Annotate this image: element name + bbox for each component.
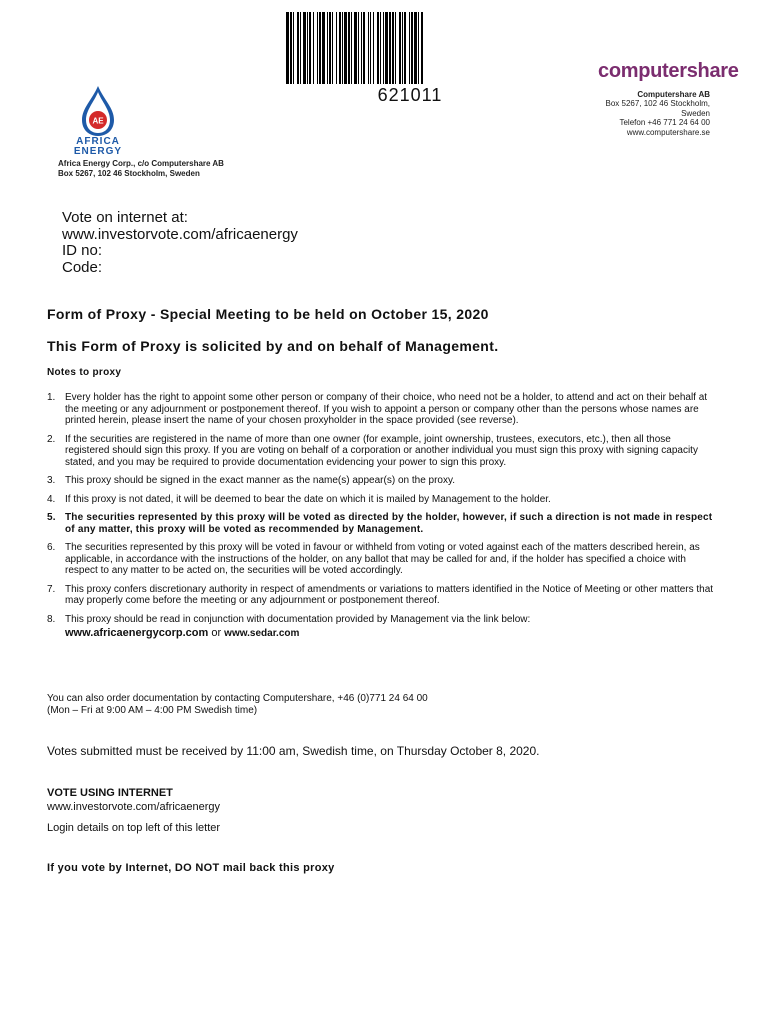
barcode xyxy=(284,12,528,84)
barcode-bar xyxy=(317,12,318,84)
barcode-bar xyxy=(332,12,333,84)
note-number: 8. xyxy=(47,613,56,625)
barcode-bar xyxy=(358,12,359,84)
note-number: 6. xyxy=(47,542,56,553)
vote-online-block xyxy=(62,210,298,276)
note-number: 7. xyxy=(47,583,56,595)
note-text: If the securities are registered in the name of more than one owner (for example, joint ownership, trustees, executors, etc.), then all those registered should sign this proxy. If you are voting on behalf of a corporation or another individual you must sign this proxy with signing capacity stated, and you may be required to provide documentation evidencing your power to sign this proxy. xyxy=(65,433,698,468)
barcode-bar xyxy=(293,12,294,84)
note-text: The securities represented by this proxy will be voted as directed by the holder, however, if such a direction is not made in respect of any matter, this proxy will be voted as recommended by Management. xyxy=(65,512,713,535)
barcode-bar xyxy=(421,12,423,84)
computershare-address-line: Telefon +46 771 24 64 00 xyxy=(619,118,710,128)
africaenergy-link[interactable]: www.africaenergycorp.com xyxy=(65,627,209,639)
barcode-bar xyxy=(342,12,343,84)
form-title: Form of Proxy - Special Meeting to be held on October 15, 2020 xyxy=(47,306,489,322)
note-text: This proxy confers discretionary authority in respect of amendments or variations to matters identified in the Notice of Meeting or other matters that may properly come before the meeting or any adjournment or postponement thereof. xyxy=(65,583,714,606)
barcode-bar xyxy=(354,12,357,84)
barcode-bar xyxy=(351,12,352,84)
barcode-bar xyxy=(313,12,314,84)
barcode-bar xyxy=(344,12,347,84)
barcode-bar xyxy=(402,12,403,84)
note-number: 5. xyxy=(47,512,56,523)
code-label: Code: xyxy=(62,258,103,276)
computershare-logo-text: computershare xyxy=(598,60,739,82)
login-details: Login details on top left of this letter xyxy=(47,822,221,834)
sedar-link[interactable]: www.sedar.com xyxy=(224,628,300,639)
note-item xyxy=(47,475,717,487)
barcode-bar xyxy=(348,12,350,84)
africa-energy-address xyxy=(58,159,224,178)
vote-internet-heading: VOTE USING INTERNET xyxy=(47,787,173,799)
logo-word-africa: AFRICA xyxy=(76,136,120,147)
barcode-bar xyxy=(385,12,388,84)
order-documentation-line: You can also order documentation by contacting Computershare, +46 (0)771 24 64 00 xyxy=(47,693,428,704)
barcode-bar xyxy=(297,12,299,84)
note-text: If this proxy is not dated, it will be deemed to bear the date on which it is mailed by Management to the holder. xyxy=(65,493,551,505)
computershare-address-line: Box 5267, 102 46 Stockholm, xyxy=(605,99,710,109)
note-number: 1. xyxy=(47,392,56,403)
barcode-bar xyxy=(327,12,328,84)
africa-energy-address-line: Box 5267, 102 46 Stockholm, Sweden xyxy=(58,168,200,178)
barcode-bar xyxy=(361,12,362,84)
note-item xyxy=(47,614,717,640)
order-documentation xyxy=(47,693,428,717)
computershare-address xyxy=(560,90,710,137)
barcode-bar xyxy=(300,12,301,84)
barcode-bar xyxy=(370,12,371,84)
notes-heading: Notes to proxy xyxy=(47,367,122,378)
computershare-address-line: www.computershare.se xyxy=(626,127,710,137)
computershare-address-line: Sweden xyxy=(681,108,710,118)
vote-deadline: Votes submitted must be received by 11:00 am, Swedish time, on Thursday October 8, 2020. xyxy=(47,744,540,758)
note-item xyxy=(47,512,717,535)
barcode-bar xyxy=(392,12,394,84)
barcode-bar xyxy=(414,12,417,84)
note-item xyxy=(47,392,717,427)
logo-word-energy: ENERGY xyxy=(73,146,123,156)
barcode-bar xyxy=(309,12,311,84)
barcode-bar xyxy=(404,12,406,84)
barcode-bar xyxy=(339,12,341,84)
barcode-bar xyxy=(319,12,321,84)
barcode-bar xyxy=(322,12,325,84)
vote-internet-section xyxy=(47,787,220,814)
barcode-bar xyxy=(303,12,306,84)
note-item xyxy=(47,542,717,577)
note-links xyxy=(65,628,717,640)
barcode-bar xyxy=(377,12,379,84)
note-number: 2. xyxy=(47,433,56,445)
barcode-bar xyxy=(409,12,410,84)
barcode-bar xyxy=(336,12,337,84)
notes-list xyxy=(47,392,717,647)
note-text: The securities represented by this proxy will be voted in favour or withheld from voting or voted against each of the matters described herein, as applicable, in accordance with the instructions of the holder, on any ballot that may be called for and, if the holder has specified a choice with respect to any matter to be acted on, the securities will be voted accordingly. xyxy=(65,542,700,576)
barcode-bar xyxy=(329,12,331,84)
svg-text:AE: AE xyxy=(92,116,104,126)
barcode-bar xyxy=(389,12,391,84)
order-documentation-line: (Mon – Fri at 9:00 AM – 4:00 PM Swedish time) xyxy=(47,705,258,716)
form-subtitle: This Form of Proxy is solicited by and on behalf of Management. xyxy=(47,338,499,354)
note-item xyxy=(47,494,717,506)
note-number: 4. xyxy=(47,493,56,505)
id-no-label: ID no: xyxy=(62,242,103,259)
barcode-bar xyxy=(383,12,384,84)
barcode-bar xyxy=(411,12,413,84)
note-item xyxy=(47,434,717,469)
barcode-bar xyxy=(399,12,401,84)
vote-internet-url[interactable]: www.investorvote.com/africaenergy xyxy=(47,800,221,813)
barcode-bar xyxy=(395,12,396,84)
no-mail-warning: If you vote by Internet, DO NOT mail back this proxy xyxy=(47,862,335,874)
vote-online-label: Vote on internet at: xyxy=(62,209,188,226)
barcode-bar xyxy=(368,12,369,84)
computershare-address-line: Computershare AB xyxy=(637,90,710,99)
links-connector: or xyxy=(211,627,222,639)
note-item xyxy=(47,584,717,607)
vote-online-url[interactable]: www.investorvote.com/africaenergy xyxy=(62,225,298,243)
note-number: 3. xyxy=(47,475,56,486)
africa-energy-logo xyxy=(62,84,134,156)
note-text: Every holder has the right to appoint some other person or company of their choice, who need not be a holder, to attend and act on their behalf at the meeting or any adjournment or postponement thereof. If you wish to appoint a person or company other than the persons whose names are printed herein, please insert the name of your chosen proxyholder in the space provided (see reverse). xyxy=(65,392,708,426)
africa-energy-address-line: Africa Energy Corp., c/o Computershare AB xyxy=(58,159,224,168)
barcode-bar xyxy=(418,12,419,84)
barcode-bar xyxy=(363,12,365,84)
computershare-logo xyxy=(598,60,739,83)
note-text: This proxy should be signed in the exact manner as the name(s) appear(s) on the proxy. xyxy=(65,475,456,486)
barcode-number: 621011 xyxy=(377,85,443,105)
barcode-bar xyxy=(290,12,292,84)
barcode-bar xyxy=(307,12,308,84)
barcode-bar xyxy=(286,12,289,84)
barcode-bar xyxy=(373,12,374,84)
note-text: This proxy should be read in conjunction with documentation provided by Management via the link below: xyxy=(65,613,531,625)
barcode-bar xyxy=(380,12,381,84)
